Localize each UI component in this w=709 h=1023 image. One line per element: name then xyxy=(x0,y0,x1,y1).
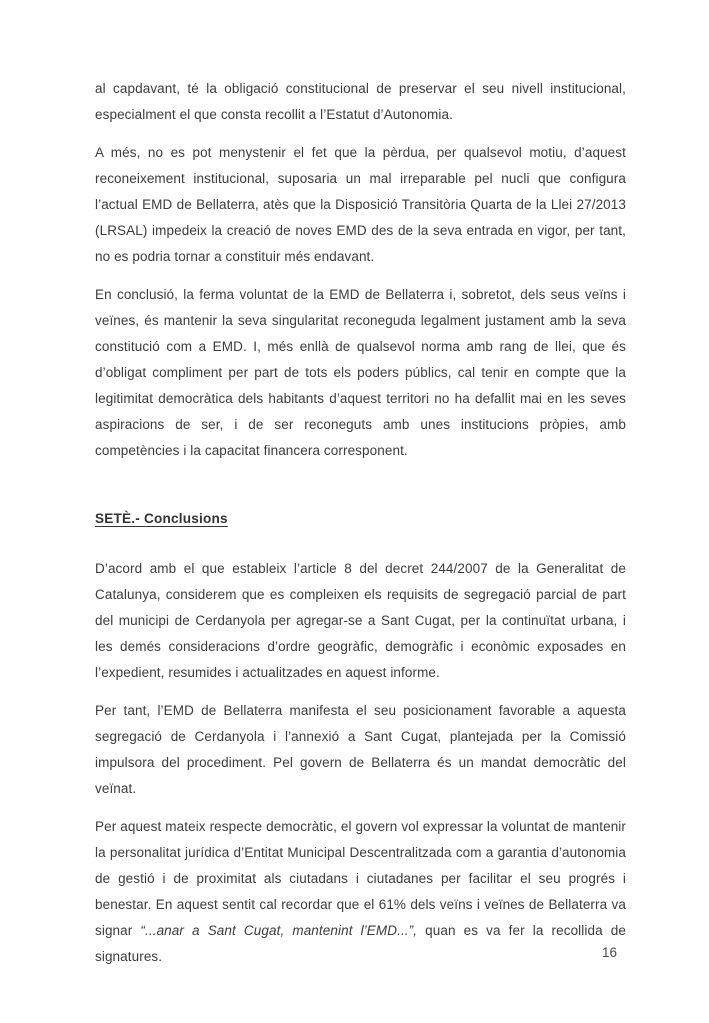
section-heading-row xyxy=(95,476,626,544)
paragraph-en-conclusio: En conclusió, la ferma voluntat de la EMD de Bellaterra i, sobretot, dels seus veïns i veïnes, és mantenir la seva singularitat reconeguda legalment justament amb la seva constitució com a EMD. I, més enllà de qualsevol norma amb rang de llei, que és d’obligat compliment per part de tots els poders públics, cal tenir en compte que la legitimitat democràtica dels habitants d’aquest territori no ha defallit mai en les seves aspiracions de ser, i de ser reconeguts amb unes institucions pròpies, amb competències i la capacitat financera corresponent. xyxy=(95,287,626,458)
paragraph-capdavant: al capdavant, té la obligació constitucional de preservar el seu nivell institucional, especialment el que consta recollit a l’Estatut d’Autonomia. xyxy=(95,81,626,122)
paragraph-dacord: D’acord amb el que estableix l’article 8 del decret 244/2007 de la Generalitat de Catalunya, considerem que es compleixen els requisits de segregació parcial de part del municipi de Cerdanyola per agregar-se a Sant Cugat, per la continuïtat urbana, i les demés consideracions d’ordre geogràfic, demogràfic i econòmic exposades en l’expedient, resumides i actualitzades en aquest informe. xyxy=(95,561,626,680)
inline-quote-anar-a-sant-cugat: “...anar a Sant Cugat, mantenint l’EMD...”, xyxy=(140,923,418,938)
paragraph-text-after-quote: quan es va fer la recollida de signatures. xyxy=(95,923,626,964)
document-text-block xyxy=(95,76,626,982)
paragraph-a-mes: A més, no es pot menystenir el fet que la pèrdua, per qualsevol motiu, d’aquest reconeixement institucional, suposaria un mal irreparable pel nucli que configura l’actual EMD de Bellaterra, atès que la Disposició Transitòria Quarta de la Llei 27/2013 (LRSAL) impedeix la creació de noves EMD des de la seva entrada en vigor, per tant, no es podria tornar a constituir més endavant. xyxy=(95,145,626,264)
paragraph-text-before-quote: Per aquest mateix respecte democràtic, el govern vol expressar la voluntat de mantenir la personalitat jurídica d’Entitat Municipal Descentralitzada com a garantia d’autonomia de gestió i de proximitat als ciutadans i ciutadanes per facilitar el seu progrés i benestar. En aquest sentit cal recordar que el 61% dels veïns i veïnes de Bellaterra va signar xyxy=(95,819,626,938)
section-heading-sete-conclusions: SETÈ.- Conclusions xyxy=(95,511,228,526)
paragraph-per-tant: Per tant, l’EMD de Bellaterra manifesta el seu posicionament favorable a aquesta segregació de Cerdanyola i l’annexió a Sant Cugat, plantejada per la Comissió impulsora del procediment. Pel govern de Bellaterra és un mandat democràtic del veïnat. xyxy=(95,703,626,796)
page-number: 16 xyxy=(601,945,617,960)
paragraph-per-aquest-mateix xyxy=(95,814,626,970)
